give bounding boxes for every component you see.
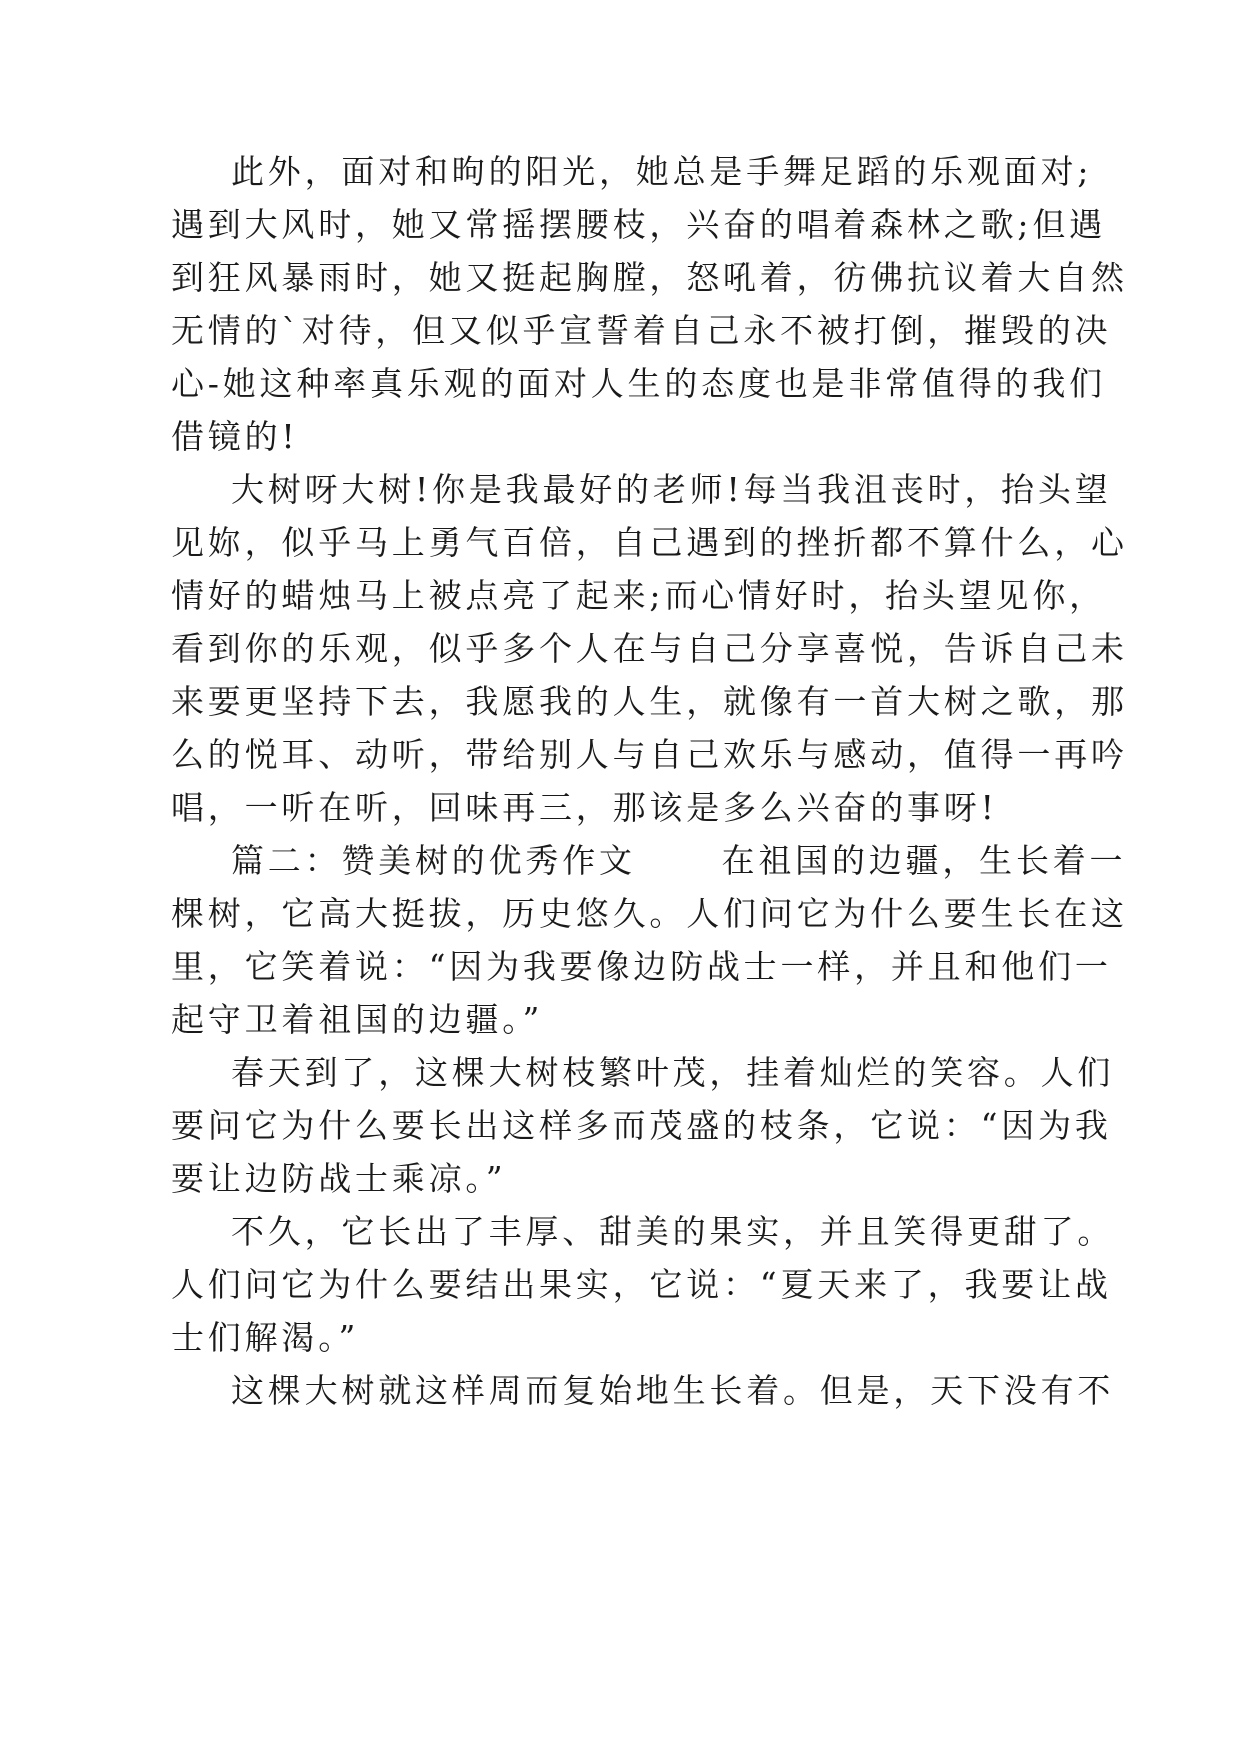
text-line: 要让边防战士乘凉。” [171, 1159, 507, 1198]
text-line: 这棵大树就这样周而复始地生长着。但是，天下没有不 [231, 1371, 1115, 1410]
text-line: 唱，一听在听，回味再三，那该是多么兴奋的事呀! [171, 788, 998, 827]
text-line: 要问它为什么要长出这样多而茂盛的枝条，它说：“因为我 [171, 1106, 1112, 1145]
text-line: 看到你的乐观，似乎多个人在与自己分享喜悦，告诉自己未 [171, 629, 1128, 668]
text-line: 借镜的! [171, 417, 299, 456]
text-line: 到狂风暴雨时，她又挺起胸膛，怒吼着，彷佛抗议着大自然 [171, 258, 1128, 297]
text-line: 起守卫着祖国的边疆。” [171, 1000, 544, 1039]
text-line: 不久，它长出了丰厚、甜美的果实，并且笑得更甜了。 [231, 1212, 1115, 1251]
text-line: 春天到了，这棵大树枝繁叶茂，挂着灿烂的笑容。人们 [231, 1053, 1115, 1092]
text-line: 此外，面对和昫的阳光，她总是手舞足蹈的乐观面对; [231, 152, 1093, 191]
text-line: 大树呀大树!你是我最好的老师!每当我沮丧时，抬头望 [231, 470, 1112, 509]
text-line: 无情的`对待，但又似乎宣誓着自己永不被打倒，摧毁的决 [171, 311, 1112, 350]
text-line: 遇到大风时，她又常摇摆腰枝，兴奋的唱着森林之歌;但遇 [171, 205, 1106, 244]
text-line: 人们问它为什么要结出果实，它说：“夏天来了，我要让战 [171, 1265, 1112, 1304]
text-line: 篇二：赞美树的优秀作文 在祖国的边疆，生长着一 [231, 841, 1127, 880]
text-line: 见妳，似乎马上勇气百倍，自己遇到的挫折都不算什么，心 [171, 523, 1128, 562]
text-line: 情好的蜡烛马上被点亮了起来;而心情好时，抬头望见你， [171, 576, 1106, 615]
text-line: 棵树，它高大挺拔，历史悠久。人们问它为什么要生长在这 [171, 894, 1128, 933]
text-line: 来要更坚持下去，我愿我的人生，就像有一首大树之歌，那 [171, 682, 1128, 721]
text-line: 士们解渴。” [171, 1318, 360, 1357]
text-line: 心-她这种率真乐观的面对人生的态度也是非常值得的我们 [171, 364, 1106, 403]
text-line: 里，它笑着说：“因为我要像边防战士一样，并且和他们一 [171, 947, 1112, 986]
text-line: 么的悦耳、动听，带给别人与自己欢乐与感动，值得一再吟 [171, 735, 1128, 774]
